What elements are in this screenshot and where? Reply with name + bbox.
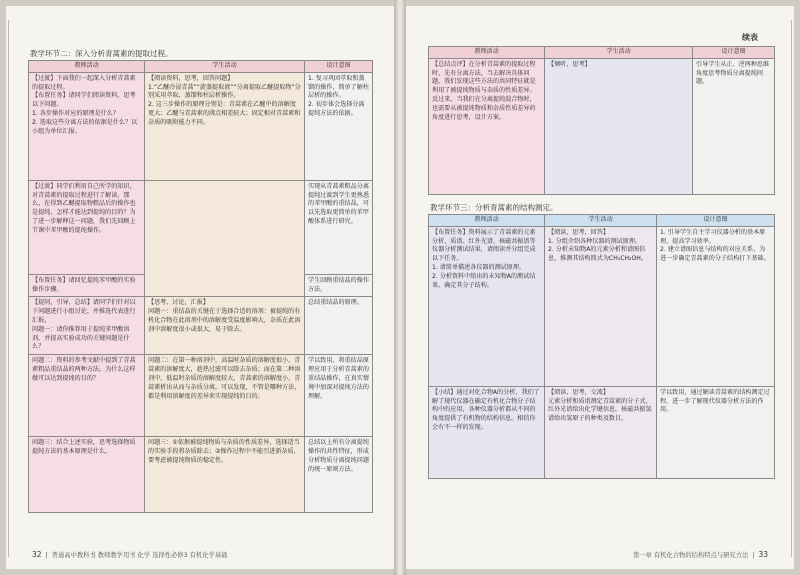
page-number: 33	[758, 550, 768, 559]
table-row	[429, 58, 775, 194]
student-cell: 【阅读，思考，交流】 元素分析和质谱测定青蒿素的分子式，红外光谱给出化学键信息，核磁共振氢谱给出氢原子的种类及数目。	[545, 386, 657, 478]
intent-cell: 引导学生从正、逆两种思维角度思考物质分离提纯问题。	[693, 58, 775, 194]
student-cell: 问题三：①依据被提纯物质与杂质的性质差异，选择适当的实验手段将杂质除去；②操作过程中不能引进新杂质，要考虑被提纯物质的稳定性。	[145, 437, 305, 513]
student-cell: 【思考，讨论，汇报】 问题一：重结晶的关键在于选择合适的溶剂：被提纯的有机化合物在此溶剂中的溶解度受温度影响大，杂质在此溶剂中溶解度很小或很大，易于除去。	[145, 297, 305, 355]
table-row	[29, 437, 373, 513]
table-row	[29, 297, 373, 355]
column-header: 教师活动	[429, 47, 545, 59]
page-number: 32	[32, 550, 42, 559]
table-row	[29, 180, 373, 274]
section-title: 教学环节三：分析青蒿素的结构测定。	[430, 203, 558, 212]
left-page	[6, 6, 394, 569]
table-row	[429, 386, 775, 478]
student-cell: 【阅读，思考，回答】 1. 分组介绍各种仪器的测试原理。 2. 分析未知物A的元素分析和谱图信息，推测其结构简式为CH₃CH₂OH。	[545, 226, 657, 386]
book-spine	[394, 0, 406, 575]
student-cell: 【阅读资料，思考，回答问题】 1.“乙醚冷浸青蒿”“旋蒸提取液”“分离提取乙醚提取物”分别采用萃取、蒸馏和柱层析操作。 2. 这三步操作的原理分别是：青蒿素在乙醚中的溶解度更大；乙醚与青蒿素的沸点相差较大；固定相对青蒿素和杂质的吸附能力不同。	[145, 72, 305, 180]
margin-rule	[8, 20, 14, 557]
lesson-table-continued	[428, 46, 775, 195]
right-page	[406, 6, 794, 569]
column-header: 学生活动	[545, 47, 693, 59]
section-title: 教学环节二：深入分析青蒿素的提取过程。	[30, 49, 173, 58]
teacher-cell: 【提问，引导，总结】请同学们针对以下问题进行小组讨论，并推选代表进行汇报。 问题一：请你推荐用于提纯苯甲酸溶剂，并提高实验成功的关键问题是什么？	[29, 297, 145, 355]
intent-cell: 学以致用，通过解读青蒿素的结构测定过程，进一步了解现代仪器分析方法的作用。	[657, 386, 775, 478]
table-row	[29, 72, 373, 180]
intent-cell: 实现从青蒿素粗品分离提纯过渡到学生更熟悉的苯甲酸的重结晶，可以先选取更简单的苯甲酸体系进行研究。	[305, 180, 373, 274]
intent-cell: 1. 复习巩固萃取和蒸馏的操作，简单了解柱层析的操作。 2. 初步体会选择分离提纯方法的依据。	[305, 72, 373, 180]
column-header: 学生活动	[545, 215, 657, 227]
teacher-cell: 【过渡】同学们利用自己所学的知识，对青蒿素的提取过程进行了解读。那么，在得到乙醚提取物粗品后的操作也是提纯，怎样才能达到提纯的目的？为了进一步解释这一问题，我们先回顾上节课中苯甲酸的提纯操作。	[29, 180, 145, 274]
column-header: 教师活动	[29, 61, 145, 73]
continued-label: 续表	[742, 33, 758, 42]
student-cell: 【倾听，思考】	[545, 58, 693, 194]
student-cell: 问题二：在第一种溶剂中，高温时杂质的溶解度很小，青蒿素的溶解度大，趁热过滤可以除去杂质；而在第二种溶剂中，低温时杂质的溶解度较大，青蒿素的溶解度小，青蒿素析出从而与杂质分离，可以发现，不管是哪种方法，都是利用溶解度的差异来实现提纯的目的。	[145, 355, 305, 437]
margin-rule	[786, 20, 792, 557]
column-header: 学生活动	[145, 61, 305, 73]
page-footer: 第一章 有机化合物的结构特点与研究方法 | 33	[632, 550, 768, 559]
footer-text: 普通高中教科书 教师教学用书 化学 选择性必修3 有机化学基础	[51, 552, 228, 559]
column-header: 教师活动	[429, 215, 545, 227]
teacher-cell: 【布置任务】资料展示了青蒿素的元素分析、质谱、红外光谱、核磁共振谱等仪器分析测试结果，请阅读并分组完成以下任务。 1. 请简单描述各仪器的测试原理。 2. 分析资料中给出的未知物A的测试结果，确定其分子结构。	[429, 226, 545, 386]
lesson-table	[28, 60, 373, 513]
intent-cell: 学生回顾重结晶的操作方法。	[305, 274, 373, 297]
intent-cell: 学以致用，将重结晶原理应用于分析青蒿素的重结晶操作，在真实情境中加深对提纯方法的理解。	[305, 355, 373, 437]
footer-text: 第一章 有机化合物的结构特点与研究方法	[632, 552, 749, 559]
teacher-cell: 【小结】通过对化合物A的分析，我们了解了现代仪器在确定有机化合物分子结构中的应用，各种仪器分析都从不同的角度提供了有机物的结构信息。相信你会有不一样的发现。	[429, 386, 545, 478]
column-header: 设计意图	[693, 47, 775, 59]
column-header: 设计意图	[657, 215, 775, 227]
intent-cell: 总结以上所有分离提纯操作的共性特征，形成分析物质分离提纯问题的统一原则方法。	[305, 437, 373, 513]
column-header: 设计意图	[305, 61, 373, 73]
intent-cell: 总结重结晶的原理。	[305, 297, 373, 355]
teacher-cell: 【总结点评】在分析青蒿素的提取过程时，先有分离方法，当去解决具体问题，我们发现这些方法的共同特征就是利用了被提纯物质与杂质的性质差异。反过来，当我们在分离提纯混合物时，也需要从被提纯物质和杂质性质差异的角度进行思考，设计方案。	[429, 58, 545, 194]
teacher-cell: 【过渡】下面我们一起深入分析青蒿素的提取过程。 【布置任务】请同学们阅读资料，思考以下问题。 1. 各步操作对应的原理是什么？ 2. 选取这些分离方法的依据是什么？以小组为单位汇报。	[29, 72, 145, 180]
teacher-cell: 问题三：结合上述实验，思考选择物质提纯方法的基本原理是什么。	[29, 437, 145, 513]
teacher-cell: 问题二：资料的参考文献中提到了青蒿素粗品重结晶的两种方法。为什么这样做可以达到提纯的目的？	[29, 355, 145, 437]
teacher-cell: 【布置任务】请回忆提纯苯甲酸的实验操作步骤。	[29, 274, 145, 297]
table-row	[429, 226, 775, 386]
table-row	[29, 355, 373, 437]
intent-cell: 1. 引导学生自主学习仪器分析的基本原理，提高学习效率。 2. 建立谱图信息与结构的对应关系，为进一步确定青蒿素的分子结构打下基础。	[657, 226, 775, 386]
student-cell	[145, 180, 305, 297]
page-footer: 32 | 普通高中教科书 教师教学用书 化学 选择性必修3 有机化学基础	[32, 550, 228, 559]
lesson-table-structure	[428, 214, 775, 479]
